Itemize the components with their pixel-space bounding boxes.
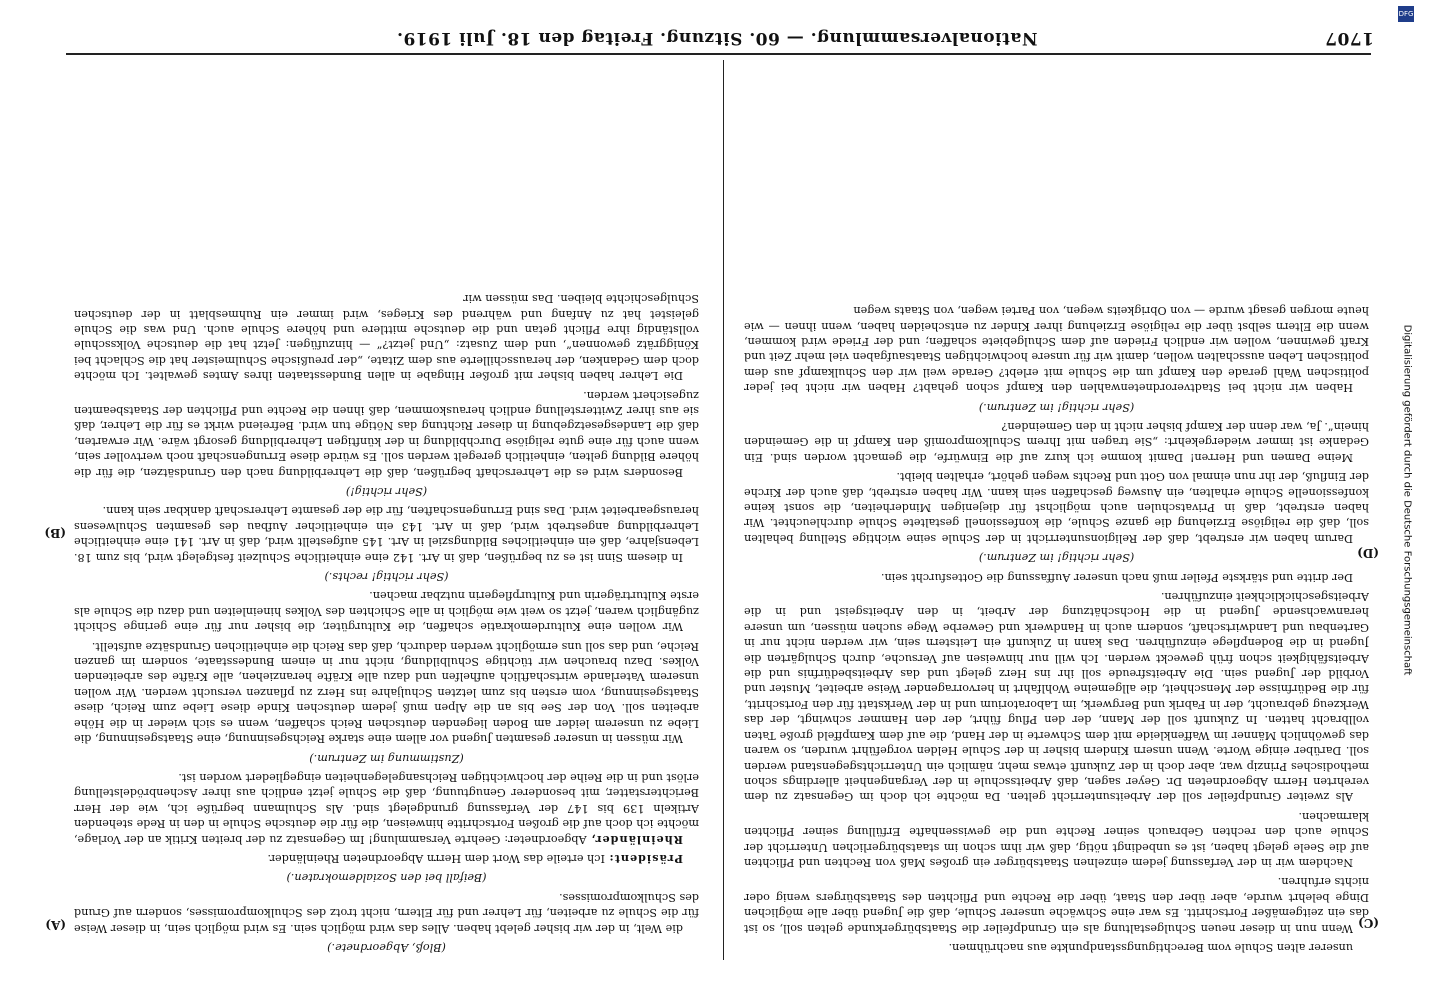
paragraph: In diesem Sinn ist es zu begrüßen, daß in Art. 142 eine einheitliche Schulzeit festgelegt wird, bis zum 18. Lebensjahre, daß ein einheitliches Bildungsziel in Art. 145 aufgestellt wird, daß in Art. 141 eine einheitliche Lehrerbildung angestrebt wird, daß in Art. 143 ein einheitlicher Aufbau des gesamten Schulwesens herausgearbeitet wird. Das sind Errungenschaften, für die der gesamte Lehrerschaft dankbar sein kann. [74, 504, 699, 564]
margin-mark-c: (C) [1358, 916, 1379, 930]
paragraph: Besonders wird es die Lehrerschaft begrüßen, daß die Lehrerbildung nach den Grundsätzen, die für die höhere Bildung gelten, einheitlich geregelt werden soll. Es würde diese Errungenschaft noch wertvoller sein, wenn auch für eine gute religiöse Durchbildung in der künftigen Lehrerbildung gesorgt wäre. Wir erwarten, daß die Landesgesetzgebung in dieser Richtung das Nötige tun wird. Befreiend wirkt es für die Lehrer, daß sie aus ihrer Zwitterstellung endlich herauskommen, daß ihnen die Rechte und Pflichten der Staatsbeamten zugesichert werden. [74, 388, 699, 479]
interjection: (Sehr richtig! im Zentrum.) [978, 551, 1135, 565]
interjection: (Beifall bei den Sozialdemokraten.) [286, 871, 487, 885]
speaker-name: Präsident: [608, 851, 683, 866]
paragraph: Darum haben wir erstrebt, daß der Religionsunterricht in der Schule seine wichtige Stellung behalten soll, daß die religiöse Erziehung die ganze Schule, die konfessionell gestaltete Schule durchleuchtet. Wir haben erstrebt, daß in Privatschulen auch möglichst für diejenigen Minderheiten, die sonst keine konfessionelle Schule erhalten, ein Ausweg geschaffen sein kann. Wir haben erstrebt, daß auch der Kirche der Einfluß, der ihr nun einmal von Gott und Rechts wegen gehört, erhalten bleibt. [744, 470, 1369, 545]
paragraph: Nachdem wir in der Verfassung jedem einzelnen Staatsbürger ein großes Maß von Rechten und Pflichten auf die Seele gelegt haben, ist es unbedingt nötig, daß wir ihm schon im staatsbürgerlichen Unterricht der Schule auch den rechten Gebrauch seiner Rechte und die gewissenhafte Erfüllung seiner Pflichten klarmachen. [744, 809, 1369, 869]
interjection: (Sehr richtig! im Zentrum.) [978, 400, 1135, 414]
margin-mark-a: (A) [45, 918, 66, 932]
digitization-footnote [1392, 0, 1422, 1000]
speaker-name: Rheinländer, [590, 832, 683, 847]
paragraph: Der dritte und stärkste Pfeiler muß nach unserer Auffassung die Gottesfurcht sein. [880, 570, 1353, 584]
header-rule [66, 53, 1371, 55]
column-left-text [74, 60, 699, 955]
column-divider [723, 60, 724, 960]
footnote-text: Digitalisierung gefördert durch die Deutsche Forschungsgemeinschaft [1401, 324, 1413, 676]
margin-mark-d: (D) [1357, 546, 1379, 560]
dfg-logo: DFG [1398, 6, 1414, 22]
paragraph: Die Lehrer haben bisher mit großer Hingabe in allen Bundesstaaten ihres Amtes gewaltet. Ich möchte doch dem Gedanken, der herausschillerte aus dem Zitate, „der preußische Schulmeister hat die Schlacht bei Königgrätz gewonnen“, und dem Zusatz: „Und jetzt?“ — hinzufügen: Jetzt hat die deutsche Volksschule vollständig ihre Pflicht getan und die deutsche mittlere und höhere Schule auch. Und was die Schule geleistet hat zu Anfang und während des Krieges, wird immer ein Ruhmesblatt in der deutschen Schulgeschichte bleiben. Das müssen wir [74, 292, 699, 383]
paragraph: Wenn nun in dieser neuen Schulgestaltung als ein Grundpfeiler die Staatsbürgerkunde gelten soll, so ist das ein zeitgemäßer Fortschritt. Es war eine Schwäche unserer Schule, daß die Jugend über alle möglichen Dinge belehrt wurde, aber über den Staat, über die Rechte und Pflichten des Staatsbürgers wenig oder nichts erfuhren. [744, 875, 1369, 935]
paragraph: Wir müssen in unserer gesamten Jugend vor allem eine starke Reichsgesinnung, eine Staatsgesinnung, die Liebe zu unserem leider am Boden liegenden deutschen Reich schaffen, wenn es sich wieder in die Höhe arbeiten soll. Von der See bis an die Alpen muß jedem deutschen Kinde diese Liebe zum Reich, diese Staatsgesinnung, vom ersten bis zum letzten Schuljahre ins Herz zu pflanzen versucht werden. Wir wollen unserem Vaterlande wirtschaftlich aufhelfen und dazu alle Kräfte heranziehen, alle Kräfte des arbeitenden Volkes. Dazu brauchen wir tüchtige Schulbildung, nicht nur in einem Bundesstaate, sondern im ganzen Reiche, und das soll uns ermöglicht werden dadurch, daß das Reich die einheitlichen Grundsätze aufstellt. [74, 639, 699, 746]
paragraph-text: Ich erteile das Wort dem Herrn Abgeordneten Rheinländer. [267, 851, 605, 865]
margin-mark-b: (B) [44, 526, 66, 540]
paragraph [74, 851, 699, 866]
interjection: (Sehr richtig!) [345, 485, 428, 499]
column-right-text [744, 60, 1369, 955]
paragraph: Wir wollen eine Kulturdemokratie schaffen, die Kulturgüter, die bisher nur für eine geringe Schicht zugänglich waren, jetzt so weit wie möglich in alle Schichten des Volkes hineinleiten und dazu die Schule als erste Kulturträgerin und Kulturpflegerin nutzbar machen. [74, 589, 699, 634]
paragraph: Als zweiter Grundpfeiler soll der Arbeitsunterricht gelten. Da möchte ich doch im Gegensatz zu dem verehrten Herrn Abgeordneten Dr. Geyer sagen, daß Arbeitsschule in der Vergangenheit allerdings schon methodisches Prinzip war, aber doch in der Zukunft etwas mehr, nämlich ein Unterrichtsgegenstand werden soll. Darüber einige Worte. Wenn unsern Kindern bisher in der Schule Helden vorgeführt wurden, so waren das gewöhnlich Männer im Waffenkleide mit dem Schwerte in der Hand, die auf dem Kampffeld große Taten vollbracht hatten. In Zukunft soll der Mann, der den Pflug führt, der den Hammer schwingt, der das Werkzeug gebraucht, der in Fabrik und Bergwerk, im Laboratorium und in der Werkstatt für den Fortschritt, für die Bedürfnisse der Menschheit, die allgemeine Wohlfahrt in hervorragender Weise arbeitet, Muster und Vorbild der Jugend sein. Die Arbeitsfreude soll ihr ins Herz gelegt und das Arbeitsbedürfnis und die Arbeitsfähigkeit schon früh geweckt werden. Ich will nur hinweisen auf Versuche, durch Schulgärten die Jugend in die Bodenpflege einzuführen. Das kann in Zukunft ein Leitstern sein, wir werden nicht nur in Gartenbau und Landwirtschaft, sondern auch in Handwerk und Gewerbe Wege suchen müssen, um unsere heranwachsende Jugend in die Hochschätzung der Arbeit, in den Arbeitsgeist und in die Arbeitsgeschicklichkeit einzuführen. [744, 590, 1369, 804]
paragraph: Haben wir nicht bei Stadtverordnetenwahlen den Kampf schon gehabt? Haben wir nicht bei jeder politischen Wahl gerade den Kampf um die Schule mit erlebt? Gerade weil wir den Schulkampf aus dem politischen Leben ausschalten wollen, damit wir für unsere hochwichtigen Staatsaufgaben viel mehr Zeit und Kraft gewinnen, wollen wir endlich Frieden auf dem Schulgebiete schaffen; und der Friede wird kommen, wenn die Eltern selbst über die religiöse Erziehung ihrer Kinder zu entscheiden haben, wenn ihnen — wie heute morgen gesagt wurde — von Obrigkeits wegen, von Partei wegen, von Staats wegen [744, 304, 1369, 395]
page-header [60, 20, 1374, 50]
page-title: Nationalversammlung. — 60. Sitzung. Freitag den 18. Juli 1919. [396, 28, 1038, 48]
interjection: (Zustimmung im Zentrum.) [309, 751, 464, 765]
paragraph: die Welt, in der wir bisher gelebt haben. Alles das wird möglich sein. Es wird möglich sein, in dieser Weise für die Schule zu arbeiten, für Lehrer und für Eltern, nicht trotz des Schulkompromisses, sondern auf Grund des Schulkompromisses. [74, 890, 699, 935]
speaker-continuation: (Bloß, Abgeordnete.) [327, 941, 446, 954]
paragraph: Meine Damen und Herren! Damit komme ich kurz auf die Einwürfe, die gemacht worden sind. Ein Gedanke ist immer wiedergekehrt: „Sie tragen mit Ihrem Schulkompromiß den Kampf in die Gemeinden hinein“. Ja, war denn der Kampf bisher nicht in den Gemeinden? [744, 420, 1369, 464]
page-number: 1707 [1324, 28, 1374, 48]
paragraph: unserer alten Schule vom Berechtigungsstandpunkte aus nachrühmen. [948, 941, 1353, 954]
paragraph-text: Abgeordneter: Geehrte Versammlung! Im Gegensatz zu der breiten Kritik an der Vorlage, möchte ich doch auf die großen Fortschritte hinweisen, die für die deutsche Schule in den in Rede stehenden Artikeln 139 bis 147 der Verfassung grundgelegt sind. Als Schulmann begrüße ich, wie der Herr Berichterstatter, mit besonderer Genugtuung, daß die Schule jetzt endlich aus ihrer Aschenbrödelstellung erlöst und in die Reihe der hochwichtigen Reichsangelegenheiten eingegliedert worden ist. [74, 770, 699, 846]
paragraph [74, 770, 699, 847]
interjection: (Sehr richtig! rechts.) [324, 570, 449, 584]
